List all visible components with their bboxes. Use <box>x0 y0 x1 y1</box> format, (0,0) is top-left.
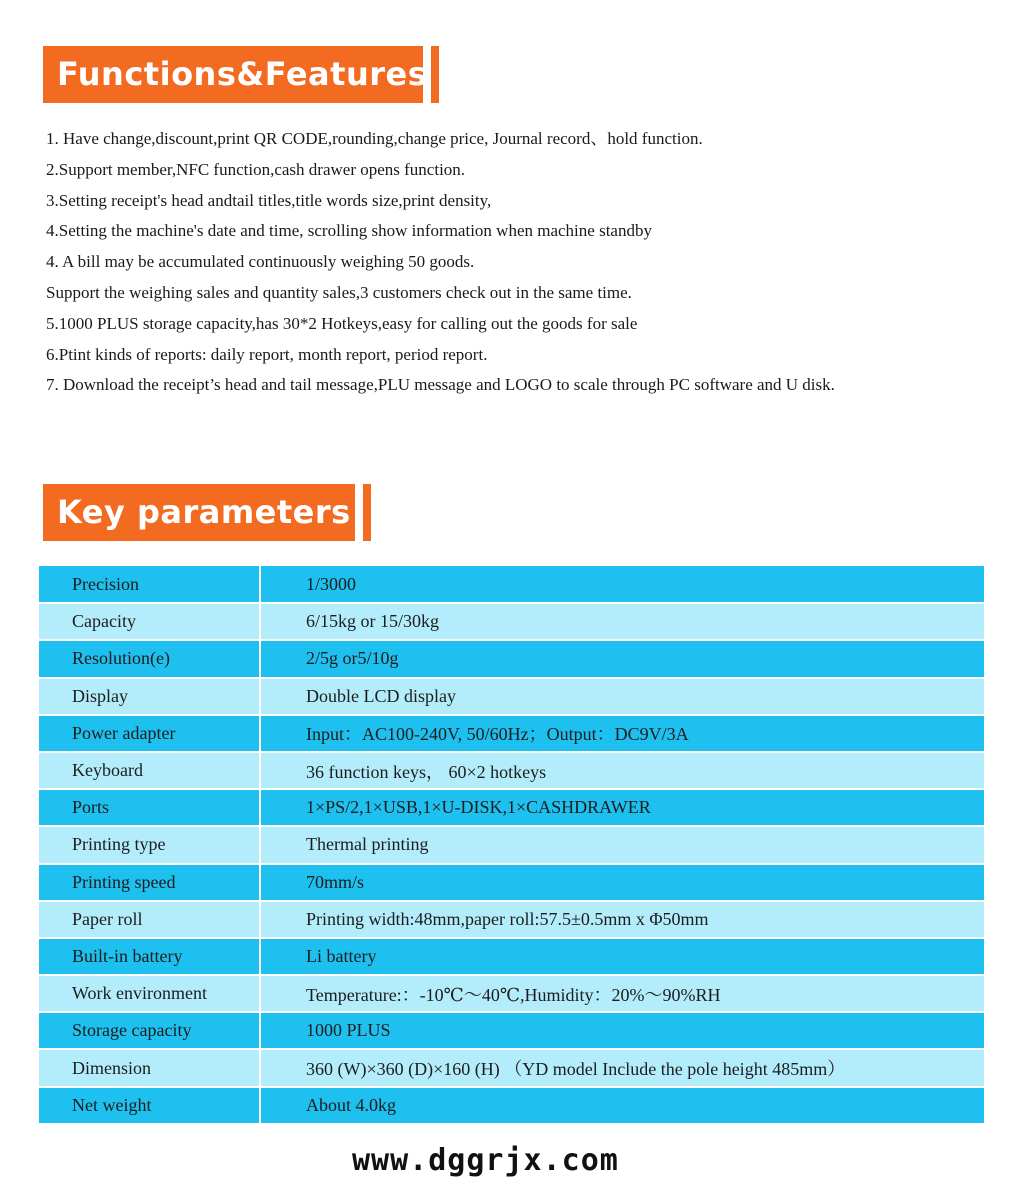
table-row <box>39 938 984 975</box>
param-label: Display <box>39 678 260 715</box>
header-accent-bar <box>431 46 439 103</box>
feature-item: 7. Download the receipt’s head and tail message,PLU message and LOGO to scale through PC software and U disk. <box>46 375 835 395</box>
key-parameters-title: Key parameters <box>43 484 355 541</box>
table-row <box>39 715 984 752</box>
param-label: Net weight <box>39 1087 260 1124</box>
features-list <box>46 124 996 401</box>
param-label: Resolution(e) <box>39 640 260 677</box>
feature-item: 5.1000 PLUS storage capacity,has 30*2 Hotkeys,easy for calling out the goods for sale <box>46 313 638 333</box>
param-label: Keyboard <box>39 752 260 789</box>
table-row <box>39 975 984 1012</box>
feature-item: 4. A bill may be accumulated continuously weighing 50 goods. <box>46 252 475 272</box>
table-row <box>39 826 984 863</box>
table-row <box>39 789 984 826</box>
param-value: Double LCD display <box>260 678 984 715</box>
table-row <box>39 864 984 901</box>
param-value: 6/15kg or 15/30kg <box>260 603 984 640</box>
functions-features-title: Functions&Features <box>43 46 423 103</box>
param-value: 1/3000 <box>260 566 984 603</box>
param-label: Power adapter <box>39 715 260 752</box>
table-row <box>39 901 984 938</box>
table-row <box>39 1012 984 1049</box>
param-value: Thermal printing <box>260 826 984 863</box>
feature-item: 4.Setting the machine's date and time, scrolling show information when machine standby <box>46 221 652 241</box>
table-row <box>39 640 984 677</box>
feature-item: 3.Setting receipt's head andtail titles,title words size,print density, <box>46 190 492 210</box>
table-row <box>39 1087 984 1124</box>
feature-item: Support the weighing sales and quantity sales,3 customers check out in the same time. <box>46 282 632 302</box>
param-value: 70mm/s <box>260 864 984 901</box>
table-row <box>39 566 984 603</box>
param-label: Capacity <box>39 603 260 640</box>
param-value: Li battery <box>260 938 984 975</box>
feature-item: 1. Have change,discount,print QR CODE,rounding,change price, Journal record、hold function. <box>46 129 703 148</box>
header-accent-bar <box>363 484 371 541</box>
param-value: 2/5g or5/10g <box>260 640 984 677</box>
table-row <box>39 1049 984 1086</box>
table-row <box>39 678 984 715</box>
website-watermark: www.dggrjx.com <box>352 1143 619 1178</box>
param-value: 1000 PLUS <box>260 1012 984 1049</box>
param-label: Printing speed <box>39 864 260 901</box>
param-label: Built-in battery <box>39 938 260 975</box>
param-value: Input：AC100-240V, 50/60Hz；Output：DC9V/3A <box>260 715 984 752</box>
param-value: 1×PS/2,1×USB,1×U-DISK,1×CASHDRAWER <box>260 789 984 826</box>
table-row <box>39 603 984 640</box>
param-label: Paper roll <box>39 901 260 938</box>
feature-item: 6.Ptint kinds of reports: daily report, month report, period report. <box>46 344 488 364</box>
param-value: About 4.0kg <box>260 1087 984 1124</box>
param-value: 360 (W)×360 (D)×160 (H) （YD model Include the pole height 485mm） <box>260 1049 984 1086</box>
param-value: Temperature:：-10℃～40℃,Humidity：20%～90%RH <box>260 975 984 1012</box>
param-label: Precision <box>39 566 260 603</box>
param-label: Storage capacity <box>39 1012 260 1049</box>
parameters-table <box>39 566 984 1125</box>
param-value: Printing width:48mm,paper roll:57.5±0.5mm x Φ50mm <box>260 901 984 938</box>
param-label: Dimension <box>39 1049 260 1086</box>
param-label: Printing type <box>39 826 260 863</box>
param-label: Ports <box>39 789 260 826</box>
param-value: 36 function keys， 60×2 hotkeys <box>260 752 984 789</box>
param-label: Work environment <box>39 975 260 1012</box>
table-row <box>39 752 984 789</box>
feature-item: 2.Support member,NFC function,cash drawer opens function. <box>46 159 466 179</box>
